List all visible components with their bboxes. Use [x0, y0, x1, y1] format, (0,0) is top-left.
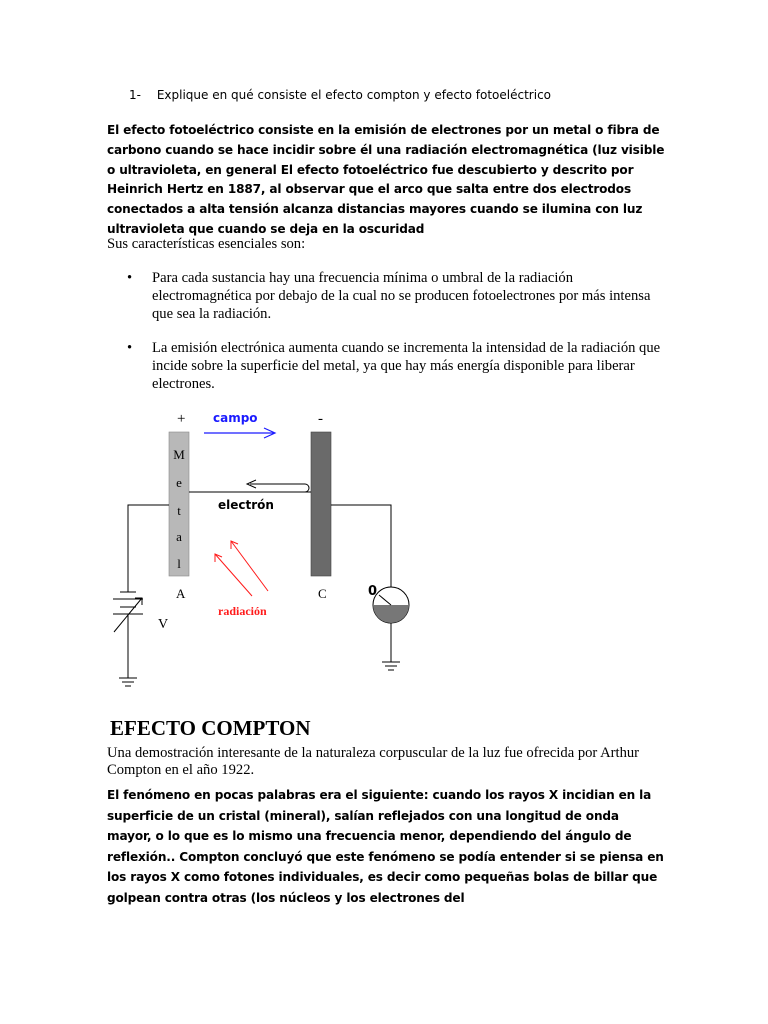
- electron-label: electrón: [218, 498, 274, 512]
- bullet-text: La emisión electrónica aumenta cuando se incrementa la intensidad de la radiación que incide sobre la superficie del metal, ya que hay más energía disponible para liberar electrones.: [152, 340, 661, 392]
- metal-letter: a: [176, 529, 182, 544]
- plus-label: +: [177, 411, 186, 427]
- characteristics-intro: Sus características esenciales son:: [107, 236, 306, 252]
- compton-heading: EFECTO COMPTON: [110, 716, 311, 740]
- photoelectric-diagram: [100, 404, 440, 696]
- meter-zero-label: 0: [368, 584, 378, 599]
- cathode-label: C: [318, 586, 327, 601]
- cathode-wire: [331, 505, 391, 591]
- galvanometer-fill: [373, 605, 409, 623]
- anode-wire: [128, 505, 169, 592]
- radiation-ray-1: [231, 541, 268, 591]
- question-line: [129, 88, 551, 102]
- field-label: campo: [213, 411, 258, 425]
- metal-letter: t: [177, 503, 181, 518]
- bullet-icon: •: [127, 340, 133, 356]
- question-text: Explique en qué consiste el efecto compton y efecto fotoeléctrico: [156, 88, 552, 102]
- voltage-label: V: [158, 617, 169, 632]
- bullet-text: Para cada sustancia hay una frecuencia mínima o umbral de la radiación electromagnética por debajo de la cual no se producen fotoelectrones por más intensa que sea la radiación.: [152, 270, 651, 322]
- anode-label: A: [176, 586, 186, 601]
- radiation-ray-2: [215, 554, 252, 596]
- bullet-icon: •: [127, 270, 133, 286]
- compton-paragraph: El fenómeno en pocas palabras era el siguiente: cuando los rayos X incidian en la superficie de un cristal (mineral), salían reflejados con una longitud de onda mayor, o lo que es lo mismo una frecuencia menor, dependiendo del ángulo de reflexión.. Compton concluyó que este fenómeno se podía entender si se piensa en los rayos X como fotones individuales, es decir como pequeñas bolas de billar que golpean contra otras (los núcleos y los electrones del: [107, 788, 664, 905]
- collector-plate: [311, 432, 331, 576]
- metal-letter: e: [176, 475, 182, 490]
- metal-letter: M: [173, 447, 185, 462]
- electron-path-turn: [305, 484, 309, 492]
- radiation-label: radiación: [218, 604, 267, 618]
- compton-intro: Una demostración interesante de la naturaleza corpuscular de la luz fue ofrecida por Arthur Compton en el año 1922.: [107, 745, 640, 778]
- photoelectric-paragraph: El efecto fotoeléctrico consiste en la emisión de electrones por un metal o fibra de carbono cuando se hace incidir sobre él una radiación electromagnética (luz visible o ultravioleta, en general El efecto fotoeléctrico fue descubierto y descrito por Heinrich Hertz en 1887, al observar que el arco que salta entre dos electrodos conectados a alta tensión alcanza distancias mayores cuando se ilumina con luz ultravioleta que cuando se deja en la oscuridad: [107, 123, 665, 236]
- metal-letter: l: [177, 556, 181, 571]
- question-number: 1-: [129, 88, 141, 102]
- minus-label: -: [318, 411, 323, 427]
